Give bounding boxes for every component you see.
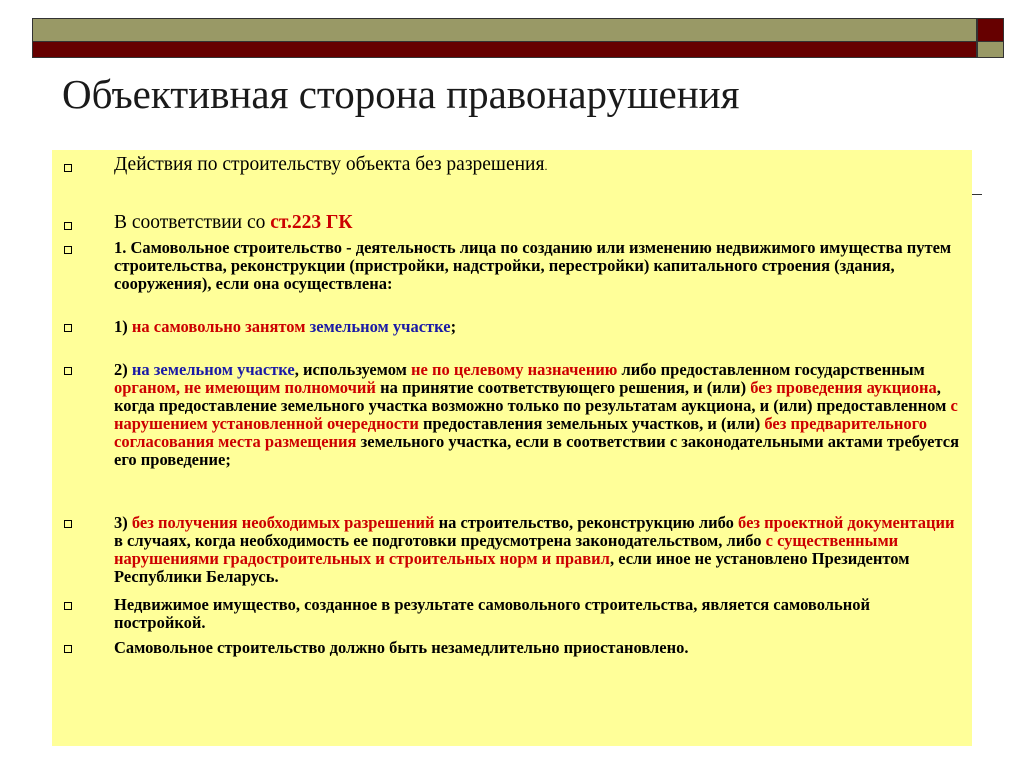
header-corner-square-bottom [977,42,1004,58]
list-item: 3) без получения необходимых разрешений на строительство, реконструкцию либо без проектной документации в случаях, когда необходимость ее подготовки предусмотрена законодательством, либо с существенными нарушениями градостроительных и строительных норм и правил, если иное не установлено Президентом Республики Беларусь. [114,513,955,586]
square-bullet-icon [64,324,72,332]
list-item: 1. Самовольное строительство - деятельность лица по созданию или изменению недвижимого имущества путем строительства, реконструкции (пристройки, надстройки, перестройки) капитального строения (здания, сооружения), если она осуществлена: [114,238,952,293]
square-bullet-icon [64,602,72,610]
header-corner-square-top [977,18,1004,42]
header-olive-bar [32,18,977,42]
list-item: В соответствии со ст.223 ГК [114,212,353,233]
square-bullet-icon [64,164,72,172]
square-bullet-icon [64,367,72,375]
list-item: Недвижимое имущество, созданное в результате самовольного строительства, является самовольной постройкой. [114,595,870,632]
square-bullet-icon [64,520,72,528]
square-bullet-icon [64,246,72,254]
side-dash-mark [972,194,982,195]
square-bullet-icon [64,222,72,230]
list-item: 1) на самовольно занятом земельном участке; [114,317,457,336]
list-item: Самовольное строительство должно быть незамедлительно приостановлено. [114,638,689,657]
square-bullet-icon [64,645,72,653]
list-item: 2) на земельном участке, используемом не по целевому назначению либо предоставленном государственным органом, не имеющим полномочий на принятие соответствующего решения, и (или) без проведения аукциона, когда предоставление земельного участка возможно только по результатам аукциона, и (или) предоставленном с нарушением установленной очередности предоставления земельных участков, и (или) без предварительного согласования места размещения земельного участка, если в соответствии с законодательными актами требуется его проведение; [114,360,960,469]
content-box [52,150,972,746]
header-maroon-bar [32,42,977,58]
list-item: Действия по строительству объекта без разрешения. [114,154,548,175]
article-reference: ст.223 ГК [270,212,353,233]
slide-title: Объективная сторона правонарушения [62,71,740,117]
